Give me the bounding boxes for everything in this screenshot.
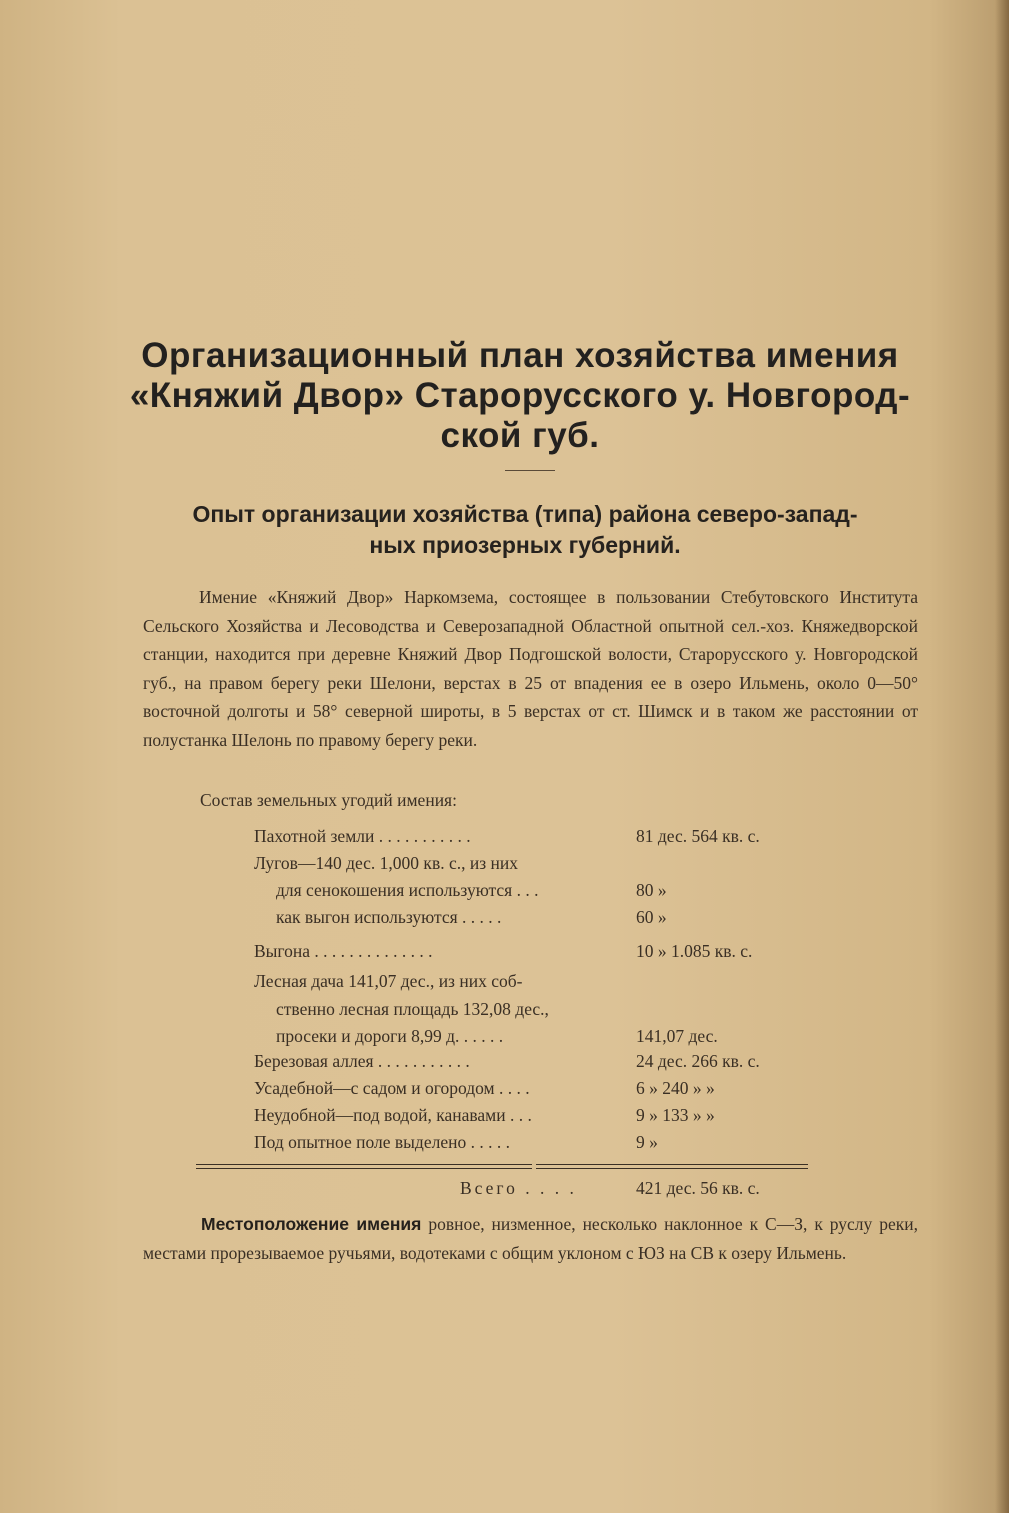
row-label: Березовая аллея . . . . . . . . . . .: [254, 1051, 470, 1071]
table-row: [254, 1074, 834, 1102]
page-subtitle: [130, 499, 920, 561]
total-rule-break: [532, 1160, 536, 1170]
row-label: Пахотной земли . . . . . . . . . . .: [254, 826, 471, 846]
separator-rule: [505, 470, 555, 471]
table-row: [254, 967, 834, 995]
page-title: [120, 336, 920, 456]
table-row: [254, 1101, 834, 1129]
table-row: [254, 1022, 834, 1050]
row-label: Усадебной—с садом и огородом . . . .: [254, 1078, 530, 1098]
row-label: ственно лесная площадь 132,08 дес.,: [276, 999, 549, 1019]
total-value: 421 дес. 56 кв. с.: [636, 1178, 760, 1198]
row-label: как выгон используются . . . . .: [276, 907, 502, 927]
row-label: просеки и дороги 8,99 д. . . . . .: [276, 1026, 504, 1046]
table-row: [254, 903, 834, 931]
row-label: Под опытное поле выделено . . . . .: [254, 1132, 510, 1152]
row-value: 80 »: [636, 880, 667, 900]
subtitle-line: ных приозерных губерний.: [369, 532, 681, 558]
row-value: 60 »: [636, 907, 667, 927]
row-value: 24 дес. 266 кв. с.: [636, 1051, 760, 1071]
row-label: Лесная дача 141,07 дес., из них соб-: [254, 971, 523, 991]
table-row: [254, 876, 834, 904]
row-label: Лугов—140 дес. 1,000 кв. с., из них: [254, 853, 518, 873]
row-value: 9 »: [636, 1132, 658, 1152]
title-line: «Княжий Двор» Старорусского у. Новгород-: [129, 376, 911, 415]
row-value: 81 дес. 564 кв. с.: [636, 826, 760, 846]
table-row: [254, 822, 834, 850]
table-row: [254, 995, 834, 1023]
row-value: 10 » 1.085 кв. с.: [636, 941, 753, 961]
location-text: ровное, низменное, несколько наклонное к С—З, к руслу реки, местами прорезываемое ручьями, водотеками с общим уклоном с ЮЗ на СВ к озеру Ильмень.: [143, 1214, 919, 1263]
row-value: 9 » 133 » »: [636, 1105, 715, 1125]
location-paragraph: [143, 1210, 918, 1268]
table-row: [254, 1047, 834, 1075]
table-row: [254, 1128, 834, 1156]
total-rule: [196, 1164, 808, 1169]
title-line: ской губ.: [440, 416, 600, 455]
row-label: Выгона . . . . . . . . . . . . . .: [254, 941, 433, 961]
title-line: Организационный план хозяйства имения: [141, 336, 899, 375]
row-label: для сенокошения используются . . .: [276, 880, 539, 900]
row-value: 141,07 дес.: [636, 1026, 718, 1046]
table-row: [254, 849, 834, 877]
location-lead: Местоположение имения: [201, 1214, 422, 1234]
row-value: 6 » 240 » »: [636, 1078, 715, 1098]
subtitle-line: Опыт организации хозяйства (типа) района северо-запад-: [192, 501, 858, 527]
land-table-heading: Состав земельных угодий имения:: [200, 790, 457, 810]
total-label: Всего . . . .: [460, 1178, 577, 1198]
page-edge-shadow: [995, 0, 1009, 1513]
row-label: Неудобной—под водой, канавами . . .: [254, 1105, 532, 1125]
table-row: [254, 937, 834, 965]
intro-paragraph: Имение «Княжий Двор» Наркомзема, состоящее в пользовании Стебутовского Института Сельского Хозяйства и Лесоводства и Северозападной Областной опытной сел.-хоз. Княжедворской станции, находится при деревне Княжий Двор Подгошской волости, Старорусского у. Новгородской губ., на правом берегу реки Шелони, верстах в 25 от впадения ее в озеро Ильмень, около 0—50° восточной долготы и 58° северной широты, в 5 верстах от ст. Шимск и в таком же расстоянии от полустанка Шелонь по правому берегу реки.: [143, 587, 918, 750]
